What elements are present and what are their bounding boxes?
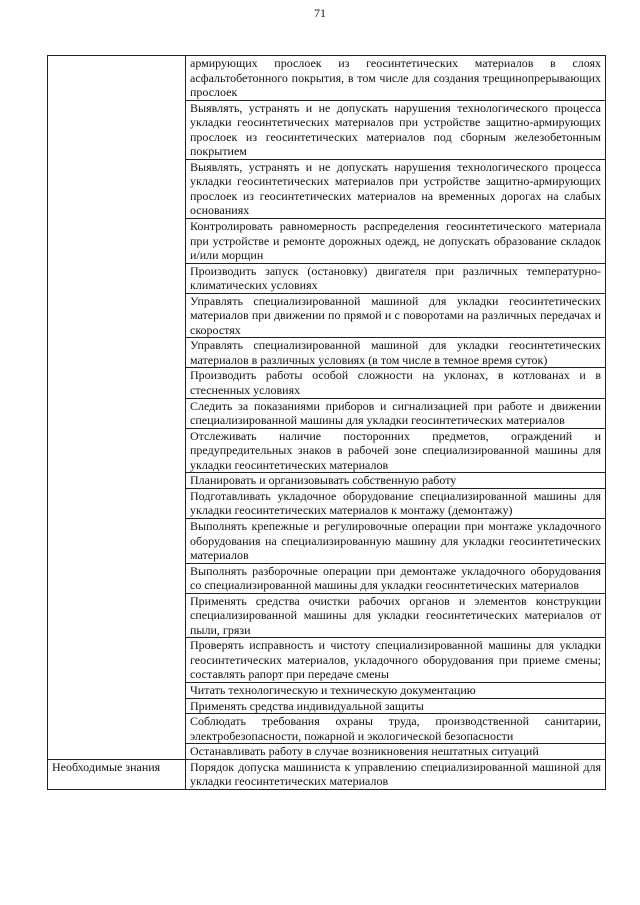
skill-cell: Выявлять, устранять и не допускать нарушения технологического процесса укладки геосинтетических материалов при устройстве защитно-армирующих прослоек из геосинтетических материалов под сборным железобетонным покрытием	[186, 100, 606, 159]
skill-cell: Отслеживать наличие посторонних предметов, ограждений и предупредительных знаков в рабочей зоне специализированной машины для укладки геосинтетических материалов	[186, 428, 606, 473]
skill-cell: Подготавливать укладочное оборудование специализированной машины для укладки геосинтетических материалов к монтажу (демонтажу)	[186, 488, 606, 518]
skill-cell: Управлять специализированной машиной для укладки геосинтетических материалов при движении по прямой и с поворотами на различных передачах и скоростях	[186, 293, 606, 338]
skill-cell: Производить запуск (остановку) двигателя при различных температурно-климатических условиях	[186, 263, 606, 293]
skill-cell: Выполнять разборочные операции при демонтаже укладочного оборудования со специализированной машины для укладки геосинтетических материалов	[186, 563, 606, 593]
skill-cell: армирующих прослоек из геосинтетических материалов в слоях асфальтобетонного покрытия, в том числе для создания трещинопрерывающих прослоек	[186, 56, 606, 101]
skill-cell: Применять средства очистки рабочих органов и элементов конструкции специализированной машины для укладки геосинтетических материалов от пыли, грязи	[186, 593, 606, 638]
page-number: 71	[314, 6, 326, 20]
requirements-table	[47, 55, 606, 790]
skill-cell: Соблюдать требования охраны труда, производственной санитарии, электробезопасности, пожарной и экологической безопасности	[186, 714, 606, 744]
skill-cell: Следить за показаниями приборов и сигнализацией при работе и движении специализированной машины для укладки геосинтетических материалов	[186, 398, 606, 428]
knowledge-cell: Порядок допуска машиниста к управлению специализированной машиной для укладки геосинтетических материалов	[186, 759, 606, 789]
table-row	[48, 56, 606, 101]
skill-cell: Выполнять крепежные и регулировочные операции при монтаже укладочного оборудования на специализированную машину для укладки геосинтетических материалов	[186, 518, 606, 563]
skill-cell: Читать технологическую и техническую документацию	[186, 682, 606, 698]
skill-cell: Выявлять, устранять и не допускать нарушения технологического процесса укладки геосинтетических материалов при устройстве защитно-армирующих прослоек из геосинтетических материалов на временных дорогах на слабых основаниях	[186, 159, 606, 218]
skill-cell: Контролировать равномерность распределения геосинтетического материала при устройстве и ремонте дорожных одежд, не допускать образование складок и/или морщин	[186, 219, 606, 264]
skill-cell: Производить работы особой сложности на уклонах, в котлованах и в стесненных условиях	[186, 368, 606, 398]
skill-cell: Останавливать работу в случае возникновения нештатных ситуаций	[186, 744, 606, 760]
skill-cell: Применять средства индивидуальной защиты	[186, 698, 606, 714]
skill-cell: Планировать и организовывать собственную работу	[186, 473, 606, 489]
knowledge-category-label: Необходимые знания	[48, 759, 186, 789]
table-row	[48, 759, 606, 789]
skills-category-cell	[48, 56, 186, 760]
skill-cell: Проверять исправность и чистоту специализированной машины для укладки геосинтетических материалов, укладочного оборудования при приеме смены; составлять рапорт при передаче смены	[186, 638, 606, 683]
skill-cell: Управлять специализированной машиной для укладки геосинтетических материалов в различных условиях (в том числе в темное время суток)	[186, 338, 606, 368]
